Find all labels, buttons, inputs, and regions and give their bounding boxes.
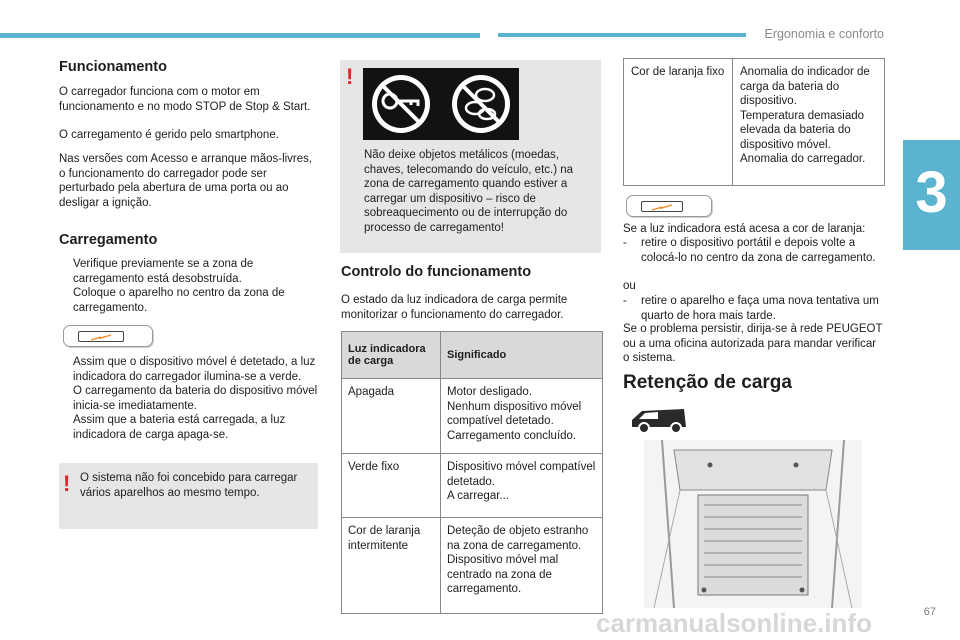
warning-box-metal-objects — [340, 60, 601, 253]
orange-steps-2 — [623, 294, 885, 323]
dash-marker: - — [623, 237, 627, 249]
table-cell-meaning: Motor desligado. Nenhum dispositivo móvel compatível detetado. Carregamento concluído. — [441, 379, 603, 454]
controlo-heading: Controlo do funcionamento — [341, 264, 532, 280]
retencao-heading: Retenção de carga — [623, 372, 792, 393]
table-cell-state: Cor de laranja fixo — [624, 59, 733, 186]
table-cell-meaning: Dispositivo móvel compatível detetado. A carregar... — [441, 454, 603, 518]
list-item: Assim que a bateria está carregada, a luz indicadora de carga apaga-se. — [73, 414, 286, 441]
list-item: Coloque o aparelho no centro da zona de carregamento. — [73, 287, 285, 314]
dash-marker: - — [623, 295, 627, 307]
funcionamento-paragraph-1: O carregador funciona com o motor em funcionamento e no modo STOP de Stop & Start. — [59, 86, 311, 113]
table-cell-state: Verde fixo — [342, 454, 441, 518]
funcionamento-paragraph-2: Nas versões com Acesso e arranque mãos-livres, o funcionamento do carregador pode ser perturbado pela abertura de uma porta ou ao desligar a ignição. — [59, 153, 313, 209]
list-item: Assim que o dispositivo móvel é detetado, a luz indicadora do carregador ilumina-se a verde. — [73, 356, 316, 383]
controlo-paragraph: O estado da luz indicadora de carga permite monitorizar o funcionamento do carregador. — [341, 294, 568, 321]
funcionamento-paragraph-1b: O carregamento é gerido pelo smartphone. — [59, 129, 279, 141]
table-row — [342, 454, 603, 518]
warning-text: O sistema não foi concebido para carregar vários aparelhos ao mesmo tempo. — [80, 472, 298, 499]
cargo-area-illustration — [644, 440, 862, 608]
table-header: Luz indicadora de carga — [342, 332, 441, 379]
header-bar-right — [498, 33, 746, 37]
charging-bolt-icon — [79, 333, 123, 342]
funcionamento-heading: Funcionamento — [59, 59, 167, 75]
table-header-row — [342, 332, 603, 379]
table-header: Significado — [441, 332, 603, 379]
charging-indicator-icon — [63, 325, 153, 347]
orange-intro: Se a luz indicadora está acesa a cor de laranja: — [623, 223, 866, 235]
or-text: ou — [623, 280, 636, 292]
table-cell-meaning: Deteção de objeto estranho na zona de carregamento. Dispositivo móvel mal centrado na zona de carregamento. — [441, 518, 603, 614]
table-cell-state: Apagada — [342, 379, 441, 454]
table-row — [342, 379, 603, 454]
section-title: Ergonomia e conforto — [764, 27, 884, 41]
list-item: Verifique previamente se a zona de carregamento está desobstruída. — [73, 258, 254, 285]
chapter-number: 3 — [915, 160, 948, 225]
indicator-table — [341, 331, 603, 614]
list-item: - retire o dispositivo portátil e depois volte a colocá-lo no centro da zona de carregamento. — [623, 237, 876, 264]
van-icon — [628, 405, 692, 435]
charging-indicator-orange-icon — [626, 195, 712, 217]
no-keys-icon — [363, 68, 519, 140]
indicator-table-continued — [623, 58, 885, 186]
warning-icon: ! — [346, 64, 354, 89]
header-bar-left — [0, 33, 480, 38]
carregamento-steps-1 — [59, 257, 321, 315]
list-item: - retire o aparelho e faça uma nova tentativa um quarto de hora mais tarde. — [623, 295, 879, 322]
prohibition-pictogram — [363, 68, 519, 140]
persist-paragraph: Se o problema persistir, dirija-se à rede PEUGEOT ou a uma oficina autorizada para mandar verificar o sistema. — [623, 323, 883, 364]
warning-text: Não deixe objetos metálicos (moedas, chaves, telecomando do veículo, etc.) na zona de carregamento quando estiver a carregar um dispositivo – risco de sobreaquecimento ou de interrupção do processo de carregamento! — [364, 149, 574, 234]
warning-icon: ! — [63, 471, 71, 496]
warning-box-multiple-devices — [59, 463, 318, 529]
watermark: carmanualsonline.info — [596, 608, 872, 638]
carregamento-steps-2 — [59, 355, 321, 442]
charging-bolt-icon — [642, 203, 682, 212]
table-cell-state: Cor de laranja intermitente — [342, 518, 441, 614]
list-item: O carregamento da bateria do dispositivo móvel inicia-se imediatamente. — [73, 385, 318, 412]
orange-steps-1 — [623, 236, 885, 265]
table-row — [624, 59, 885, 186]
table-row — [342, 518, 603, 614]
page-number: 67 — [923, 606, 936, 618]
table-cell-meaning: Anomalia do indicador de carga da bateria do dispositivo. Temperatura demasiado elevada da bateria do dispositivo móvel. Anomalia do carregador. — [733, 59, 885, 186]
carregamento-heading: Carregamento — [59, 232, 158, 248]
